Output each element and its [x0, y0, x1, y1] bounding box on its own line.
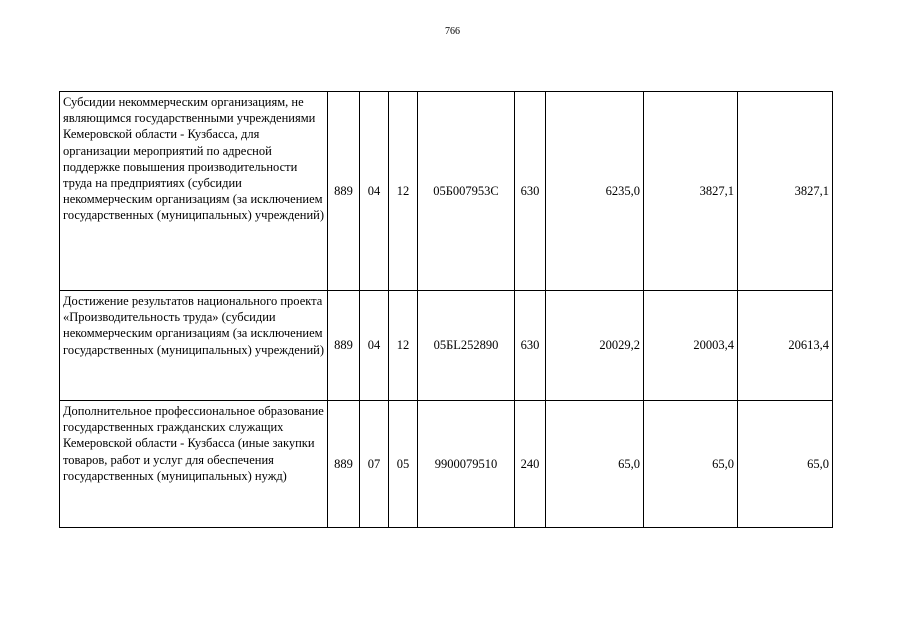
- row-description: Дополнительное профессиональное образование государственных гражданских служащих Кемеровской области - Кузбасса (иные закупки товаров, работ и услуг для обеспечения государственных (муниципальных) нужд): [60, 401, 328, 528]
- section-code: 07: [360, 401, 389, 528]
- amount-year-3: 3827,1: [738, 92, 833, 291]
- target-article-code: 05БL252890: [418, 291, 515, 401]
- amount-year-1: 20029,2: [546, 291, 644, 401]
- ministry-code: 889: [328, 291, 360, 401]
- target-article-code: 9900079510: [418, 401, 515, 528]
- ministry-code: 889: [328, 401, 360, 528]
- amount-year-1: 65,0: [546, 401, 644, 528]
- ministry-code: 889: [328, 92, 360, 291]
- table-row: [60, 291, 833, 401]
- expense-type-code: 630: [515, 92, 546, 291]
- section-code: 04: [360, 92, 389, 291]
- amount-year-3: 20613,4: [738, 291, 833, 401]
- section-code: 04: [360, 291, 389, 401]
- amount-year-1: 6235,0: [546, 92, 644, 291]
- subsection-code: 12: [389, 291, 418, 401]
- target-article-code: 05Б007953С: [418, 92, 515, 291]
- subsection-code: 05: [389, 401, 418, 528]
- table-row: [60, 401, 833, 528]
- amount-year-2: 20003,4: [644, 291, 738, 401]
- page-number: 766: [445, 26, 460, 37]
- table-row: [60, 92, 833, 291]
- budget-table: [59, 91, 833, 528]
- amount-year-3: 65,0: [738, 401, 833, 528]
- expense-type-code: 240: [515, 401, 546, 528]
- amount-year-2: 65,0: [644, 401, 738, 528]
- row-description: Субсидии некоммерческим организациям, не являющимся государственными учреждениями Кемеровской области - Кузбасса, для организации мероприятий по адресной поддержке повышения производительности труда на предприятиях (субсидии некоммерческим организациям (за исключением государственных (муниципальных) учреждений): [60, 92, 328, 291]
- amount-year-2: 3827,1: [644, 92, 738, 291]
- subsection-code: 12: [389, 92, 418, 291]
- row-description: Достижение результатов национального проекта «Производительность труда» (субсидии некоммерческим организациям (за исключением государственных (муниципальных) учреждений): [60, 291, 328, 401]
- expense-type-code: 630: [515, 291, 546, 401]
